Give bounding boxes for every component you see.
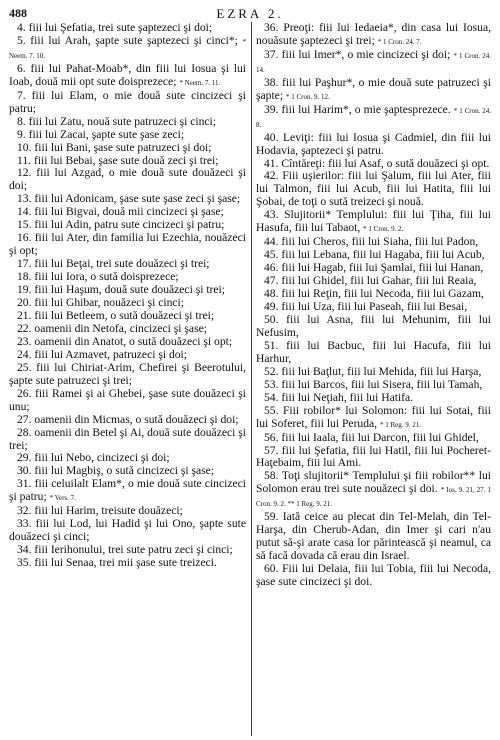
left-column [9, 22, 246, 736]
verse-text: 21. fiii lui Betleem, o sută douăzeci şi trei; [17, 308, 215, 322]
verse-text: 28. oamenii din Betel şi Ai, două sute douăzeci şi trei; [9, 425, 246, 452]
verse [9, 518, 246, 544]
verse [9, 362, 246, 388]
verse-text: 14. fiii lui Bigvai, două mii cincizeci şi şase; [17, 205, 224, 219]
verse-text: 19. fiii lui Haşum, două sute douăzeci şi trei; [17, 283, 225, 297]
cross-reference: * 1 Cron. 9. 12. [285, 92, 330, 101]
verse-text: 11. fiii lui Bebai, şase sute două zeci şi trei; [17, 153, 219, 167]
verse-text: 23. oamenii din Anatot, o sută douăzeci şi opt; [17, 334, 233, 348]
verse [256, 511, 491, 563]
verse-text: 41. Cîntăreţi: fiii lui Asaf, o sută douăzeci şi opt. [264, 156, 490, 170]
verse [9, 90, 246, 116]
verse-text: 42. Fiii uşierilor: fiii lui Şalum, fiii lui Ater, fiii lui Talmon, fiii lui Acub, fiii lui Hatita, fiii lui Şobai, de toţi o sută treizeci şi nouă. [256, 169, 491, 209]
verse-text: 5. fiii lui Arah, şapte sute şaptezeci şi cinci*; [17, 33, 238, 47]
verse-text: 45. fiii lui Lebana, fiii lui Hagaba, fiii lui Acub, [264, 248, 485, 262]
running-title: EZRA 2. [216, 6, 284, 21]
column-divider [251, 22, 252, 736]
verse [256, 563, 491, 589]
verse [256, 77, 491, 104]
verse-text: 54. fiii lui Neţiah, fiii lui Hatifa. [264, 390, 414, 404]
verse-text: 22. oamenii din Netofa, cincizeci şi şase; [17, 321, 207, 335]
verse-text: 51. fiii lui Bacbuc, fiii lui Hacufa, fiii lui Harhur, [256, 338, 491, 365]
verse-text: 57. fiii lui Şefatia, fiii lui Hatil, fiii lui Pocheret-Haţebaim, fiii lui Ami. [256, 443, 491, 470]
verse-text: 32. fiii lui Harim, treisute douăzeci; [17, 504, 183, 518]
verse [256, 340, 491, 366]
verse [256, 314, 491, 340]
verse-text: 56. fiii lui Iaala, fiii lui Darcon, fiii lui Ghidel, [264, 430, 479, 444]
verse [256, 445, 491, 471]
verse-text: 29. fiii lui Nebo, cincizeci şi doi; [17, 451, 170, 465]
right-column [256, 22, 491, 736]
verse-text: 55. Fiii robilor* lui Solomon: fiii lui Sotai, fiii lui Soferet, fiii lui Peruda, [256, 403, 491, 430]
verse-text: 34. fiii Ierihonului, trei sute patru zeci şi cinci; [17, 543, 233, 557]
verse-text: 39. fiii lui Harim*, o mie şaptesprezece. [264, 102, 451, 116]
verse-text: 8. fiii lui Zatu, nouă sute patruzeci şi cinci; [17, 114, 216, 128]
verse-text: 58. Toţi slujitorii* Templului şi fiii robilor** lui Solomon erau trei sute nouăzeci şi doi. [256, 469, 491, 496]
verse [9, 63, 246, 90]
verse-text: 60. Fiii lui Delaia, fiii lui Tobia, fiii lui Necoda, şase sute cincizeci şi doi. [256, 562, 491, 589]
verse [256, 470, 491, 511]
verse [9, 427, 246, 453]
page-number: 488 [9, 6, 27, 20]
verse-text: 6. fiii lui Pahat-Moab*, din fiii lui Iosua şi lui Ioab, două mii opt sute doisprezece; [9, 61, 246, 88]
cross-reference: * Neem. 7. 11. [179, 78, 221, 87]
verse [9, 167, 246, 193]
page-header [9, 6, 491, 22]
verse [9, 388, 246, 414]
verse [9, 232, 246, 258]
text-columns [9, 22, 491, 736]
cross-reference: * 1 Cron. 24. 7. [377, 37, 422, 46]
verse [256, 132, 491, 158]
verse-text: 15. fiii lui Adin, patru sute cincizeci şi patru; [17, 218, 225, 232]
verse-text: 24. fiii lui Azmavet, patruzeci şi doi; [17, 347, 187, 361]
verse-text: 12. fiii lui Azgad, o mie două sute douăzeci şi doi; [9, 166, 246, 193]
verse-text: 4. fiii lui Şefatia, trei sute şaptezeci şi doi; [17, 22, 213, 34]
verse [256, 209, 491, 236]
verse-text: 52. fiii lui Baţlut, fiii lui Mehida, fiii lui Harşa, [264, 364, 482, 378]
verse-text: 40. Leviţi: fiii lui Iosua şi Cadmiel, din fiii lui Hodavia, şaptezeci şi patru. [256, 130, 491, 157]
verse [256, 405, 491, 432]
verse-text: 46. fiii lui Hagab, fiii lui Şamlai, fiii lui Hanan, [264, 261, 484, 275]
verse-text: 53. fiii lui Barcos, fiii lui Sisera, fiii lui Tamah, [264, 377, 483, 391]
verse [9, 478, 246, 505]
verse-text: 31. fiii celuilalt Elam*, o mie două sute cincizeci şi patru; [9, 477, 246, 504]
cross-reference: * Ios. 9. 21, 27. 1 Cron. 9. 2. ** 1 Reg. 9. 21. [256, 486, 491, 509]
verse [256, 49, 491, 77]
verse-text: 26. fiii Ramei şi ai Ghebei, şase sute douăzeci şi unu; [9, 386, 246, 413]
verse-text: 36. Preoţi: fiii lui Iedaeia*, din casa lui Iosua, nouăsute şaptezeci şi trei; [256, 22, 491, 47]
cross-reference: * 1 Cron. 9. 2. [363, 225, 404, 234]
verse-text: 9. fiii lui Zacai, şapte sute şase zeci; [17, 127, 185, 141]
verse [256, 104, 491, 132]
verse-text: 38. fiii lui Paşhur*, o mie două sute patruzeci şi şapte; [256, 75, 491, 102]
verse-text: 43. Slujitorii* Templului: fiii lui Ţiha, fiii lui Hasufa, fiii lui Tabaot, [256, 208, 491, 235]
verse-text: 50. fiii lui Asna, fiii lui Mehunim, fiii lui Nefusim, [256, 312, 491, 339]
cross-reference: * Vers. 7. [49, 494, 76, 503]
verse-text: 48. fiii lui Reţin, fiii lui Necoda, fiii lui Gazam, [264, 287, 484, 301]
verse-text: 20. fiii lui Ghibar, nouăzeci şi cinci; [17, 296, 184, 310]
cross-reference: * 1 Cron. 24. 14. [256, 51, 491, 74]
verse-text: 7. fiii lui Elam, o mie două sute cincizeci şi patru; [9, 88, 246, 115]
verse-text: 49. fiii lui Uza, fiii lui Paseah, fiii lui Besai, [264, 300, 468, 314]
verse-text: 59. Iată ceice au plecat din Tel-Melah, din Tel-Harşa, din Cherub-Adan, din Imer şi cari n'au putut să-şi arate casa lor părintească şi neamul, ca să facă dovada că erau din Israel. [256, 510, 491, 563]
verse-text: 13. fiii lui Adonicam, şase sute şase zeci şi şase; [17, 192, 241, 206]
verse-text: 37. fiii lui Imer*, o mie cincizeci şi doi; [264, 47, 451, 61]
cross-reference: * 1 Cron. 24. 8. [256, 106, 491, 129]
verse [9, 557, 246, 570]
verse-text: 10. fiii lui Bani, şase sute patruzeci şi doi; [17, 140, 212, 154]
verse-text: 33. fiii lui Lod, lui Hadid şi lui Ono, şapte sute douăzeci şi cinci; [9, 517, 246, 544]
verse [256, 170, 491, 209]
verse [9, 35, 246, 63]
verse [256, 22, 491, 49]
verse-text: 25. fiii lui Chiriat-Arim, Chefirei şi Beerotului, şapte sute patruzeci şi trei; [9, 360, 246, 387]
verse-text: 47. fiii lui Ghidel, fiii lui Gahar, fiii lui Reaia, [264, 274, 477, 288]
verse-text: 27. oamenii din Micmas, o sută douăzeci şi doi; [17, 412, 239, 426]
verse-text: 17. fiii lui Beţai, trei sute douăzeci şi trei; [17, 257, 210, 271]
verse-text: 18. fiii lui Iora, o sută doisprezece; [17, 270, 179, 284]
verse-text: 35. fiii lui Senaa, trei mii şase sute treizeci. [17, 556, 217, 570]
verse-text: 16. fiii lui Ater, din familia lui Ezechia, nouăzeci şi opt; [9, 231, 246, 258]
cross-reference: * Neem. 7. 10. [9, 37, 246, 60]
verse-text: 30. fiii lui Magbiş, o sută cincizeci şi şase; [17, 464, 215, 478]
verse-text: 44. fiii lui Cheros, fiii lui Siaha, fiii lui Padon, [264, 235, 479, 249]
cross-reference: * 1 Reg. 9. 21. [379, 420, 422, 429]
